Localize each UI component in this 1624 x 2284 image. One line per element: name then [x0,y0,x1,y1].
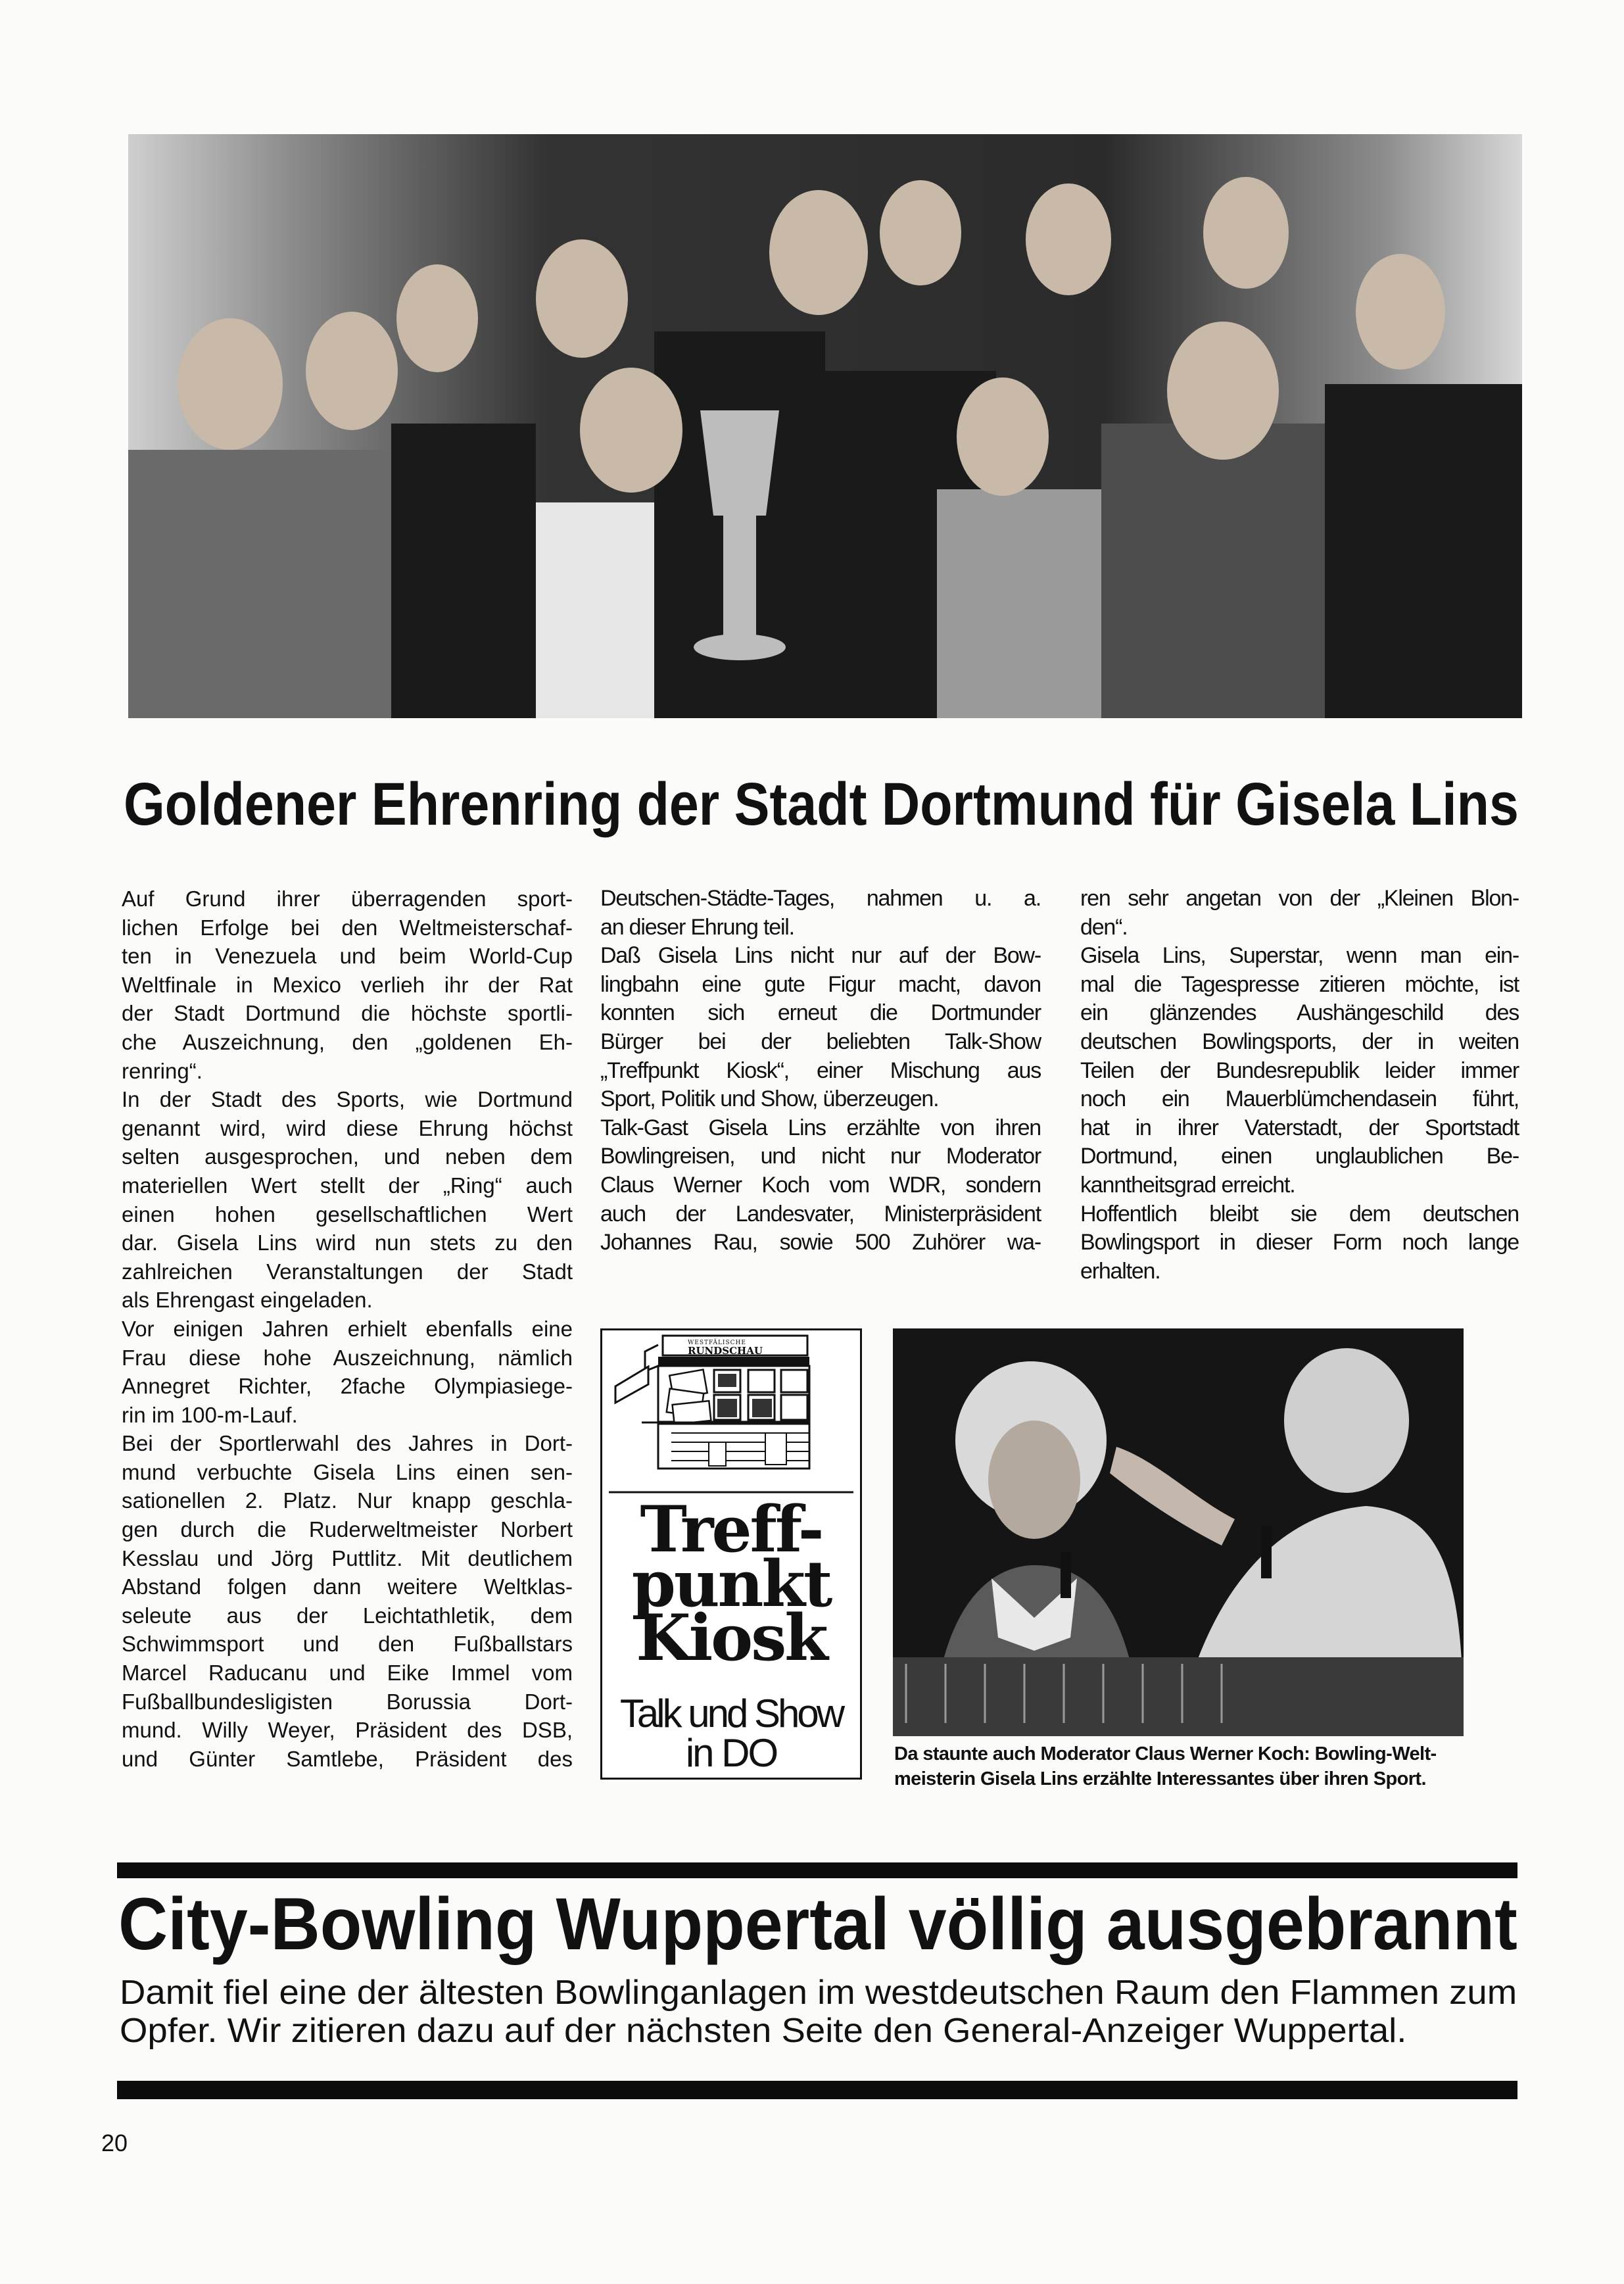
text-line: Frau diese hohe Auszeichnung, nämlich [122,1345,573,1370]
text-line: Weltfinale in Mexico verlieh ihr der Rat [122,972,573,997]
text-line: dar. Gisela Lins wird nun stets zu den [122,1230,573,1255]
text-line: Bei der Sportlerwahl des Jahres in Dort- [122,1431,573,1456]
text-line: In der Stadt des Sports, wie Dortmund [122,1087,573,1112]
text-line: Bowlingreisen, und nicht nur Moderator [600,1144,1041,1169]
text-line: Annegret Richter, 2fache Olympiasiege- [122,1374,573,1399]
text-line: Vor einigen Jahren erhielt ebenfalls eine [122,1316,573,1341]
text-line: Bowlingsport in dieser Form noch lange [1080,1230,1519,1255]
text-line: Kesslau und Jörg Puttlitz. Mit deutlichem [122,1545,573,1570]
divider-bar-bottom [117,2081,1517,2099]
text-line: zahlreichen Veranstaltungen der Stadt [122,1259,573,1284]
text-line: Daß Gisela Lins nicht nur auf der Bow- [600,943,1041,969]
article2-headline: City-Bowling Wuppertal völlig ausgebrannt [118,1883,1517,1965]
text-line: deutschen Bowlingsports, der in weiten [1080,1029,1519,1054]
text-line: Talk-Gast Gisela Lins erzählte von ihren [600,1115,1041,1140]
text-line: Johannes Rau, sowie 500 Zuhörer wa- [600,1230,1041,1255]
article-column-3 [1080,885,1519,1286]
text-line: Bürger bei der beliebten Talk-Show [600,1029,1041,1054]
text-line: noch ein Mauerblümchendasein führt, [1080,1086,1519,1112]
kiosk-logo-small: WESTFÄLISCHE [688,1340,746,1346]
text-line: konnten sich erneut die Dortmunder [600,1000,1041,1026]
text-line: Claus Werner Koch vom WDR, sondern [600,1172,1041,1198]
photo-caption-line-2: meisterin Gisela Lins erzählte Interessantes über ihren Sport. [894,1768,1426,1789]
text-line: lichen Erfolge bei den Weltmeisterschaf- [122,915,573,940]
text-line: sationellen 2. Platz. Nur knapp geschla- [122,1488,573,1513]
group-photo-award-ceremony [128,134,1522,718]
text-line: Gisela Lins, Superstar, wenn man ein- [1080,943,1519,969]
text-line: hat in ihrer Vaterstadt, der Sportstadt [1080,1115,1519,1140]
text-line: Hoffentlich bleibt sie dem deutschen [1080,1201,1519,1227]
text-line: selten ausgesprochen, und neben dem [122,1144,573,1169]
text-line: Dortmund, einen unglaublichen Be- [1080,1144,1519,1169]
text-line: den“. [1080,914,1128,940]
text-line: der Stadt Dortmund die höchste sportli- [122,1001,573,1026]
text-line: ten in Venezuela und beim World-Cup [122,944,573,969]
text-line: seleute aus der Leichtathletik, dem [122,1603,573,1628]
text-line: erhalten. [1080,1258,1160,1284]
divider-bar-top [117,1862,1517,1878]
kiosk-title-line-3: Kiosk [636,1601,826,1675]
text-line: und Günter Samtlebe, Präsident des [122,1746,573,1771]
article2-lead-line-1: Damit fiel eine der ältesten Bowlinganlagen im westdeutschen Raum den Flammen zum [120,1974,1517,2012]
article2-lead-line-2: Opfer. Wir zitieren dazu auf der nächsten Seite den General-Anzeiger Wuppertal. [120,2012,1407,2050]
text-line: Auf Grund ihrer überragenden sport- [122,887,573,911]
text-line: genannt wird, wird diese Ehrung höchst [122,1115,573,1140]
text-line: renring“. [122,1058,203,1083]
kiosk-logo-rundschau: RUNDSCHAU [688,1345,763,1357]
text-line: Marcel Raducanu und Eike Immel vom [122,1661,573,1686]
article-headline: Goldener Ehrenring der Stadt Dortmund für Gisela Lins [124,771,1519,838]
text-line: Fußballbundesligisten Borussia Dort- [122,1689,573,1714]
text-line: Schwimmsport und den Fußballstars [122,1632,573,1657]
text-line: kanntheitsgrad erreicht. [1080,1172,1295,1198]
photo-caption-line-1: Da staunte auch Moderator Claus Werner Koch: Bowling-Welt- [894,1743,1437,1764]
kiosk-subtitle-line-1: Talk und Show [619,1691,843,1736]
text-line: als Ehrengast eingeladen. [122,1288,373,1313]
text-line: „Treffpunkt Kiosk“, einer Mischung aus [600,1057,1041,1083]
page-number: 20 [101,2129,128,2156]
text-line: materiellen Wert stellt der „Ring“ auch [122,1173,573,1198]
kiosk-subtitle-line-2: in DO [685,1731,777,1775]
text-line: ein glänzendes Aushängeschild des [1080,1000,1519,1026]
text-line: che Auszeichnung, den „goldenen Eh- [122,1029,573,1054]
group-photo-illustration [128,134,1522,718]
text-line: gen durch die Ruderweltmeister Norbert [122,1517,573,1542]
text-line: auch der Landesvater, Ministerpräsident [600,1201,1041,1227]
text-line: Teilen der Bundesrepublik leider immer [1080,1057,1519,1083]
kiosk-title-line-2: punkt [631,1547,831,1621]
text-line: mal die Tagespresse zitieren möchte, ist [1080,971,1519,997]
article-column-2 [600,885,1041,1257]
kiosk-title-line-1: Treff- [640,1492,823,1567]
text-line: einen hohen gesellschaftlichen Wert [122,1202,573,1227]
text-line: ren sehr angetan von der „Kleinen Blon- [1080,886,1519,911]
text-line: rin im 100-m-Lauf. [122,1402,298,1427]
talk-show-photo-illustration [893,1328,1464,1736]
text-line: mund. Willy Weyer, Präsident des DSB, [122,1718,573,1743]
text-line: an dieser Ehrung teil. [600,914,794,940]
text-line: Abstand folgen dann weitere Weltklas- [122,1574,573,1599]
text-line: mund verbuchte Gisela Lins einen sen- [122,1459,573,1484]
talk-show-photo [893,1328,1464,1736]
text-line: lingbahn eine gute Figur macht, davon [600,971,1041,997]
article-column-1 [122,885,573,1773]
treffpunkt-kiosk-ad [600,1328,862,1780]
text-line: Deutschen-Städte-Tages, nahmen u. a. [600,886,1041,911]
text-line: Sport, Politik und Show, überzeugen. [600,1086,939,1112]
